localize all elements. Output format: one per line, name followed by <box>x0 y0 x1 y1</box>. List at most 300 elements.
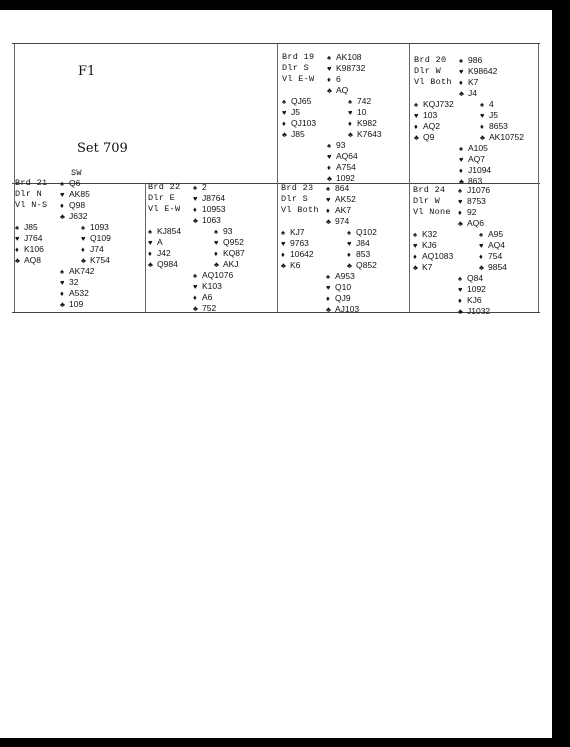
east-hand-row <box>348 119 377 128</box>
club-icon: ♣ <box>15 256 20 265</box>
south-cards: J1094 <box>468 165 492 175</box>
south-hand-row <box>459 155 485 164</box>
spade-icon: ♠ <box>193 183 197 192</box>
north-hand-row <box>458 208 476 217</box>
west-hand-row <box>15 245 44 254</box>
west-hand-row <box>148 249 171 258</box>
diamond-icon: ♦ <box>458 296 462 305</box>
east-cards: Q102 <box>356 227 377 237</box>
diamond-icon: ♦ <box>458 208 462 217</box>
east-hand-row <box>347 261 377 270</box>
north-hand-row <box>327 75 341 84</box>
south-cards: 1092 <box>467 284 486 294</box>
west-hand-row <box>281 228 305 237</box>
south-cards: QJ9 <box>335 293 351 303</box>
north-hand-row <box>458 219 484 228</box>
club-icon: ♣ <box>327 86 332 95</box>
east-hand-row <box>214 260 239 269</box>
page-title: F1 <box>78 64 96 79</box>
club-icon: ♣ <box>81 256 86 265</box>
west-hand-row <box>281 261 300 270</box>
west-hand-row <box>281 250 314 259</box>
spade-icon: ♠ <box>15 223 19 232</box>
east-hand-row <box>214 227 232 236</box>
west-cards: 103 <box>423 110 438 120</box>
west-hand-row <box>15 234 42 243</box>
spade-icon: ♠ <box>414 100 418 109</box>
east-hand-row <box>480 133 524 142</box>
club-icon: ♣ <box>282 130 287 139</box>
south-cards: AQ1076 <box>202 270 234 280</box>
west-cards: AQ1083 <box>422 251 454 261</box>
vulnerability: Vl Both <box>414 77 452 87</box>
west-hand-row <box>414 122 440 131</box>
west-hand-row <box>148 238 163 247</box>
east-cards: 4 <box>489 99 494 109</box>
east-cards: 93 <box>223 226 233 236</box>
east-cards: 1093 <box>90 222 109 232</box>
diamond-icon: ♦ <box>282 119 286 128</box>
diamond-icon: ♦ <box>193 205 197 214</box>
south-hand-row <box>326 294 351 303</box>
diamond-icon: ♦ <box>81 245 85 254</box>
north-cards: 10953 <box>202 204 226 214</box>
south-cards: 863 <box>468 176 483 186</box>
south-hand-row <box>327 141 345 150</box>
heart-icon: ♥ <box>60 190 65 199</box>
club-icon: ♣ <box>458 219 463 228</box>
east-hand-row <box>347 228 377 237</box>
spade-icon: ♠ <box>327 53 331 62</box>
club-icon: ♣ <box>326 217 331 226</box>
top-rule <box>12 43 540 44</box>
west-cards: Q9 <box>423 132 435 142</box>
south-cards: A532 <box>69 288 89 298</box>
club-icon: ♣ <box>214 260 219 269</box>
north-cards: AK85 <box>69 189 90 199</box>
diamond-icon: ♦ <box>326 206 330 215</box>
diamond-icon: ♦ <box>60 289 64 298</box>
spade-icon: ♠ <box>193 271 197 280</box>
west-cards: J764 <box>24 233 43 243</box>
board-number: Brd 23 <box>281 183 314 193</box>
diamond-icon: ♦ <box>15 245 19 254</box>
south-hand-row <box>193 293 212 302</box>
west-hand-row <box>282 97 311 106</box>
east-cards: AK10752 <box>489 132 524 142</box>
col-divider-2 <box>277 44 278 312</box>
north-hand-row <box>327 86 348 95</box>
east-hand-row <box>348 130 382 139</box>
north-hand-row <box>60 179 80 188</box>
east-hand-row <box>480 100 494 109</box>
board-number: Brd 21 <box>15 178 48 188</box>
south-hand-row <box>193 282 222 291</box>
east-hand-row <box>81 234 111 243</box>
board-number: Brd 24 <box>413 185 446 195</box>
vulnerability: Vl N-S <box>15 200 48 210</box>
north-cards: K98642 <box>468 66 498 76</box>
south-hand-row <box>60 300 83 309</box>
south-cards: J1032 <box>467 306 491 316</box>
east-cards: 8653 <box>489 121 508 131</box>
diamond-icon: ♦ <box>479 252 483 261</box>
dealer: Dlr S <box>281 194 309 204</box>
west-hand-row <box>413 241 437 250</box>
north-cards: Q6 <box>69 178 81 188</box>
north-hand-row <box>326 184 349 193</box>
south-hand-row <box>458 296 482 305</box>
north-cards: AK52 <box>335 194 356 204</box>
dealer: Dlr W <box>414 66 442 76</box>
club-icon: ♣ <box>193 216 198 225</box>
west-hand-row <box>282 108 300 117</box>
heart-icon: ♥ <box>326 195 331 204</box>
heart-icon: ♥ <box>281 239 286 248</box>
diamond-icon: ♦ <box>281 250 285 259</box>
dealer: Dlr N <box>15 189 43 199</box>
west-cards: J42 <box>157 248 171 258</box>
diamond-icon: ♦ <box>148 249 152 258</box>
spade-icon: ♠ <box>348 97 352 106</box>
north-cards: 974 <box>335 216 350 226</box>
east-cards: K982 <box>357 118 377 128</box>
dealer: Dlr E <box>148 193 176 203</box>
south-cards: 1092 <box>336 173 355 183</box>
west-hand-row <box>414 100 454 109</box>
north-hand-row <box>193 205 226 214</box>
page <box>0 10 552 738</box>
north-hand-row <box>326 195 356 204</box>
south-cards: 32 <box>69 277 79 287</box>
dealer: Dlr S <box>282 63 310 73</box>
north-cards: AK108 <box>336 52 362 62</box>
south-cards: AQ64 <box>336 151 358 161</box>
spade-icon: ♠ <box>459 56 463 65</box>
heart-icon: ♥ <box>348 108 353 117</box>
east-cards: Q109 <box>90 233 111 243</box>
club-icon: ♣ <box>60 212 65 221</box>
diamond-icon: ♦ <box>60 201 64 210</box>
east-cards: 754 <box>488 251 503 261</box>
east-hand-row <box>348 108 366 117</box>
north-cards: AQ <box>336 85 349 95</box>
west-cards: 10642 <box>290 249 314 259</box>
west-hand-row <box>282 130 305 139</box>
north-cards: 8753 <box>467 196 486 206</box>
south-hand-row <box>459 166 491 175</box>
vulnerability: Vl E-W <box>282 74 315 84</box>
west-cards: AQ8 <box>24 255 42 265</box>
spade-icon: ♠ <box>479 230 483 239</box>
heart-icon: ♥ <box>480 111 485 120</box>
club-icon: ♣ <box>414 133 419 142</box>
west-cards: K32 <box>422 229 438 239</box>
south-hand-row <box>60 278 78 287</box>
south-hand-row <box>458 285 486 294</box>
diamond-icon: ♦ <box>459 78 463 87</box>
west-cards: Q984 <box>157 259 178 269</box>
heart-icon: ♥ <box>193 282 198 291</box>
west-cards: 9763 <box>290 238 309 248</box>
club-icon: ♣ <box>459 177 464 186</box>
west-cards: AQ2 <box>423 121 441 131</box>
club-icon: ♣ <box>193 304 198 313</box>
diamond-icon: ♦ <box>347 250 351 259</box>
col-divider-3 <box>409 44 410 312</box>
east-cards: K7643 <box>357 129 382 139</box>
heart-icon: ♥ <box>214 238 219 247</box>
south-hand-row <box>327 152 358 161</box>
north-cards: K7 <box>468 77 479 87</box>
north-cards: J4 <box>468 88 477 98</box>
west-cards: KQJ732 <box>423 99 454 109</box>
east-cards: J5 <box>489 110 498 120</box>
south-cards: AQ7 <box>468 154 486 164</box>
heart-icon: ♥ <box>326 283 331 292</box>
spade-icon: ♠ <box>214 227 218 236</box>
spade-icon: ♠ <box>60 179 64 188</box>
north-hand-row <box>459 78 478 87</box>
north-hand-row <box>459 56 482 65</box>
east-hand-row <box>479 230 503 239</box>
spade-icon: ♠ <box>60 267 64 276</box>
north-hand-row <box>326 217 349 226</box>
west-hand-row <box>148 260 178 269</box>
east-hand-row <box>479 241 505 250</box>
heart-icon: ♥ <box>459 155 464 164</box>
vulnerability: Vl E-W <box>148 204 181 214</box>
south-hand-row <box>458 307 490 316</box>
right-border <box>538 44 539 312</box>
diamond-icon: ♦ <box>459 166 463 175</box>
east-cards: 742 <box>357 96 372 106</box>
diamond-icon: ♦ <box>327 75 331 84</box>
east-hand-row <box>480 111 498 120</box>
diamond-icon: ♦ <box>214 249 218 258</box>
north-cards: 2 <box>202 182 207 192</box>
south-cards: KJ6 <box>467 295 482 305</box>
north-cards: Q98 <box>69 200 86 210</box>
north-cards: 92 <box>467 207 477 217</box>
south-hand-row <box>193 271 233 280</box>
south-cards: AJ103 <box>335 304 360 314</box>
heart-icon: ♥ <box>15 234 20 243</box>
west-cards: A <box>157 237 163 247</box>
north-hand-row <box>60 212 87 221</box>
south-hand-row <box>326 283 351 292</box>
south-hand-row <box>60 267 95 276</box>
east-cards: 853 <box>356 249 371 259</box>
heart-icon: ♥ <box>327 152 332 161</box>
south-cards: 752 <box>202 303 217 313</box>
north-hand-row <box>60 190 90 199</box>
spade-icon: ♠ <box>326 272 330 281</box>
heart-icon: ♥ <box>282 108 287 117</box>
east-cards: J74 <box>90 244 104 254</box>
north-hand-row <box>193 216 221 225</box>
west-hand-row <box>413 230 437 239</box>
north-hand-row <box>327 53 362 62</box>
north-hand-row <box>60 201 85 210</box>
north-cards: AQ6 <box>467 218 485 228</box>
col-divider-1 <box>145 184 146 312</box>
dealer: Dlr W <box>413 196 441 206</box>
east-cards: 10 <box>357 107 367 117</box>
east-cards: AKJ <box>223 259 239 269</box>
diamond-icon: ♦ <box>480 122 484 131</box>
heart-icon: ♥ <box>459 67 464 76</box>
west-hand-row <box>414 111 437 120</box>
heart-icon: ♥ <box>479 241 484 250</box>
board-number: Brd 20 <box>414 55 447 65</box>
west-cards: J85 <box>291 129 305 139</box>
west-cards: K6 <box>290 260 301 270</box>
west-cards: J5 <box>291 107 300 117</box>
south-cards: A105 <box>468 143 488 153</box>
club-icon: ♣ <box>281 261 286 270</box>
west-hand-row <box>413 263 432 272</box>
north-cards: 986 <box>468 55 483 65</box>
south-cards: 93 <box>336 140 346 150</box>
north-cards: J1076 <box>467 185 491 195</box>
west-cards: J85 <box>24 222 38 232</box>
east-hand-row <box>347 239 370 248</box>
diamond-icon: ♦ <box>193 293 197 302</box>
north-hand-row <box>459 67 497 76</box>
spade-icon: ♠ <box>413 230 417 239</box>
heart-icon: ♥ <box>327 64 332 73</box>
diamond-icon: ♦ <box>327 163 331 172</box>
heart-icon: ♥ <box>414 111 419 120</box>
south-cards: A953 <box>335 271 355 281</box>
vulnerability: Vl Both <box>281 205 319 215</box>
north-cards: 864 <box>335 183 350 193</box>
east-hand-row <box>81 223 109 232</box>
club-icon: ♣ <box>326 305 331 314</box>
north-cards: K98732 <box>336 63 366 73</box>
heart-icon: ♥ <box>148 238 153 247</box>
west-cards: KJ854 <box>157 226 182 236</box>
heart-icon: ♥ <box>413 241 418 250</box>
south-cards: Q10 <box>335 282 352 292</box>
north-cards: J8764 <box>202 193 226 203</box>
diamond-icon: ♦ <box>326 294 330 303</box>
south-hand-row <box>326 305 359 314</box>
east-cards: Q952 <box>223 237 244 247</box>
spade-icon: ♠ <box>81 223 85 232</box>
spade-icon: ♠ <box>459 144 463 153</box>
spade-icon: ♠ <box>326 184 330 193</box>
club-icon: ♣ <box>347 261 352 270</box>
club-icon: ♣ <box>413 263 418 272</box>
spade-icon: ♠ <box>480 100 484 109</box>
heart-icon: ♥ <box>60 278 65 287</box>
west-hand-row <box>148 227 181 236</box>
east-hand-row <box>81 256 110 265</box>
club-icon: ♣ <box>459 89 464 98</box>
south-hand-row <box>327 174 355 183</box>
south-hand-row <box>327 163 356 172</box>
diamond-icon: ♦ <box>414 122 418 131</box>
north-hand-row <box>193 194 225 203</box>
heart-icon: ♥ <box>81 234 86 243</box>
west-cards: K7 <box>422 262 433 272</box>
north-cards: 6 <box>336 74 341 84</box>
west-cards: KJ6 <box>422 240 437 250</box>
north-cards: AK7 <box>335 205 352 215</box>
west-cards: QJ65 <box>291 96 312 106</box>
north-hand-row <box>326 206 351 215</box>
spade-icon: ♠ <box>281 228 285 237</box>
east-hand-row <box>479 263 507 272</box>
east-cards: Q852 <box>356 260 377 270</box>
east-hand-row <box>348 97 371 106</box>
north-hand-row <box>458 186 490 195</box>
west-hand-row <box>15 223 38 232</box>
spade-icon: ♠ <box>148 227 152 236</box>
heart-icon: ♥ <box>347 239 352 248</box>
south-hand-row <box>326 272 355 281</box>
south-cards: AK742 <box>69 266 95 276</box>
south-hand-row <box>60 289 89 298</box>
north-hand-row <box>193 183 207 192</box>
south-cards: Q84 <box>467 273 484 283</box>
east-cards: AQ4 <box>488 240 506 250</box>
diamond-icon: ♦ <box>413 252 417 261</box>
north-hand-row <box>327 64 365 73</box>
south-hand-row <box>458 274 483 283</box>
south-cards: A754 <box>336 162 356 172</box>
diamond-icon: ♦ <box>348 119 352 128</box>
club-icon: ♣ <box>148 260 153 269</box>
west-hand-row <box>414 133 434 142</box>
vulnerability: Vl None <box>413 207 451 217</box>
north-hand-row <box>458 197 486 206</box>
spade-icon: ♠ <box>458 186 462 195</box>
spade-icon: ♠ <box>347 228 351 237</box>
south-cards: K103 <box>202 281 222 291</box>
east-cards: K754 <box>90 255 110 265</box>
heart-icon: ♥ <box>458 197 463 206</box>
south-cards: 109 <box>69 299 84 309</box>
west-cards: KJ7 <box>290 227 305 237</box>
east-hand-row <box>480 122 508 131</box>
east-cards: J84 <box>356 238 370 248</box>
south-hand-row <box>193 304 216 313</box>
west-hand-row <box>281 239 309 248</box>
club-icon: ♣ <box>348 130 353 139</box>
south-hand-row <box>459 144 488 153</box>
east-hand-row <box>81 245 104 254</box>
east-hand-row <box>479 252 502 261</box>
spade-icon: ♠ <box>327 141 331 150</box>
west-cards: QJ103 <box>291 118 317 128</box>
west-cards: K106 <box>24 244 44 254</box>
spade-icon: ♠ <box>282 97 286 106</box>
north-cards: 1063 <box>202 215 221 225</box>
board-number: Brd 19 <box>282 52 315 62</box>
club-icon: ♣ <box>458 307 463 316</box>
west-hand-row <box>282 119 316 128</box>
east-hand-row <box>214 238 244 247</box>
east-cards: A95 <box>488 229 504 239</box>
east-cards: 9854 <box>488 262 507 272</box>
club-icon: ♣ <box>327 174 332 183</box>
set-label: Set 709 <box>77 141 128 156</box>
east-hand-row <box>214 249 245 258</box>
north-hand-row <box>459 89 477 98</box>
